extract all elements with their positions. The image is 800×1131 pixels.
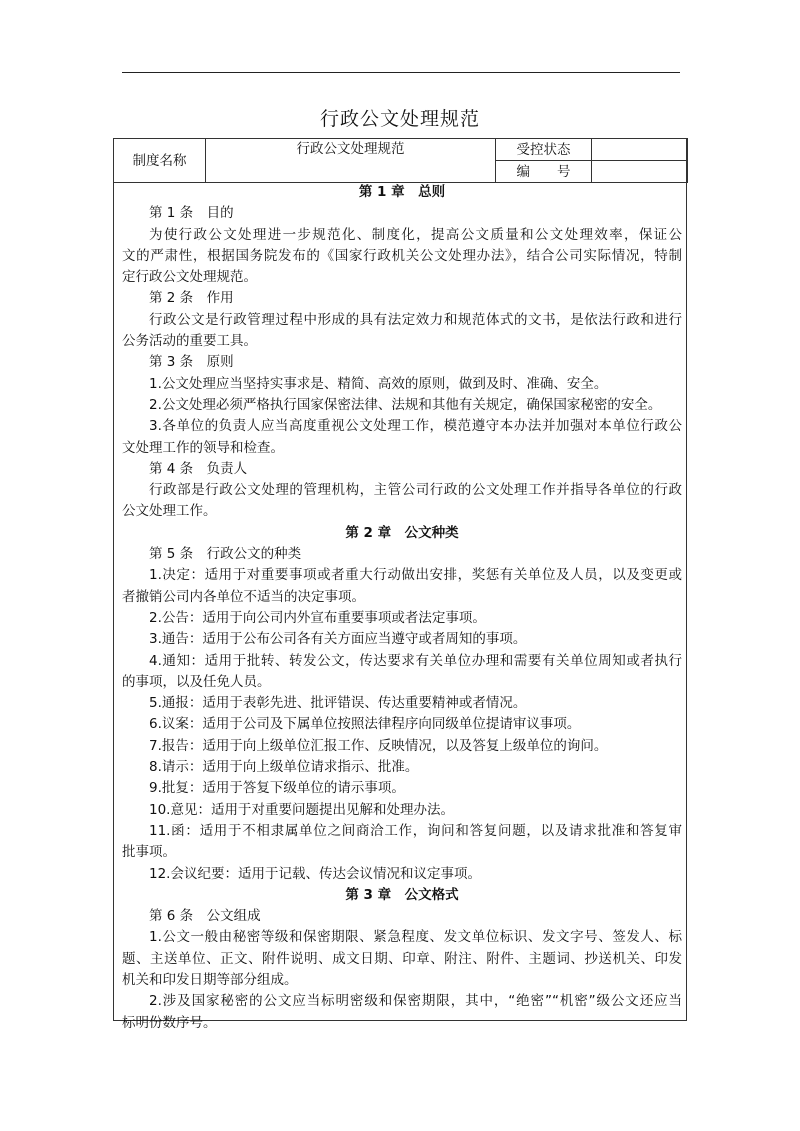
header-row-1 [114,139,688,161]
chapter-heading: 第 1 章 总则 [358,184,446,200]
paragraph-line: 公文处理工作。 [122,503,217,520]
paragraph-line: 文处理工作的领导和检查。 [122,439,284,456]
paragraph-line: 4.通知：适用于批转、转发公文，传达要求有关单位办理和需要有关单位周知或者执行 [149,652,682,669]
paragraph-line: 9.批复：适用于答复下级单位的请示事项。 [149,780,405,797]
paragraph-line: 文的严肃性，根据国务院发布的《国家行政机关公文处理办法》，结合公司实际情况，特制 [122,247,682,264]
number-value [592,161,688,183]
paragraph-line: 的事项，以及任免人员。 [122,673,271,690]
article-heading: 第 3 条 原则 [149,354,234,371]
header-rule [122,72,680,73]
article-heading: 第 6 条 公文组成 [149,908,261,925]
document-body [122,182,682,1034]
paragraph-line: 定行政公文处理规范。 [122,269,257,286]
paragraph-line: 2.涉及国家秘密的公文应当标明密级和保密期限，其中，“绝密”“机密”级公文还应当 [149,993,682,1010]
paragraph-line: 题、主送单位、正文、附件说明、成文日期、印章、附注、附件、主题词、抄送机关、印发 [122,950,682,967]
paragraph-line: 机关和印发日期等部分组成。 [122,971,298,988]
article-heading: 第 1 条 目的 [149,205,234,222]
paragraph-line: 公务活动的重要工具。 [122,333,257,350]
paragraph-line: 11.函：适用于不相隶属单位之间商洽工作，询问和答复问题，以及请求批准和答复审 [149,822,682,839]
paragraph-line: 批事项。 [122,844,176,861]
paragraph-line: 1.决定：适用于对重要事项或者重大行动做出安排，奖惩有关单位及人员，以及变更或 [149,567,682,584]
paragraph-line: 3.各单位的负责人应当高度重视公文处理工作，模范遵守本办法并加强对本单位行政公 [149,418,682,435]
paragraph-line: 3.通告：适用于公布公司各有关方面应当遵守或者周知的事项。 [149,631,527,648]
paragraph-line: 10.意见：适用于对重要问题提出见解和处理办法。 [149,801,454,818]
article-heading: 第 4 条 负责人 [149,460,248,477]
paragraph-line: 行政公文是行政管理过程中形成的具有法定效力和规范体式的文书，是依法行政和进行 [149,311,682,328]
paragraph-line: 8.请示：适用于向上级单位请求指示、批准。 [149,759,419,776]
article-heading: 第 5 条 行政公文的种类 [149,546,302,563]
paragraph-line: 6.议案：适用于公司及下属单位按照法律程序向同级单位提请审议事项。 [149,716,581,733]
paragraph-line: 为使行政公文处理进一步规范化、制度化，提高公文质量和公文处理效率，保证公 [149,226,682,243]
paragraph-line: 者撤销公司内各单位不适当的决定事项。 [122,588,365,605]
status-label: 受控状态 [496,139,592,161]
paragraph-line: 1.公文处理应当坚持实事求是、精简、高效的原则，做到及时、准确、安全。 [149,375,608,392]
paragraph-line: 5.通报：适用于表彰先进、批评错误、传达重要精神或者情况。 [149,695,527,712]
paragraph-line: 1.公文一般由秘密等级和保密期限、紧急程度、发文单位标识、发文字号、签发人、标 [149,929,682,946]
paragraph-line: 标明份数序号。 [122,1014,217,1031]
name-label: 制度名称 [114,139,206,183]
number-label: 编 号 [496,161,592,183]
status-value [592,139,688,161]
paragraph-line: 7.报告：适用于向上级单位汇报工作、反映情况，以及答复上级单位的询问。 [149,737,608,754]
chapter-heading: 第 3 章 公文格式 [345,886,459,903]
document-title: 行政公文处理规范 [319,108,480,130]
paragraph-line: 2.公告：适用于向公司内外宣布重要事项或者法定事项。 [149,609,486,626]
article-heading: 第 2 条 作用 [149,290,234,307]
paragraph-line: 2.公文处理必须严格执行国家保密法律、法规和其他有关规定，确保国家秘密的安全。 [149,396,662,413]
name-value: 行政公文处理规范 [206,139,496,183]
chapter-heading: 第 2 章 公文种类 [345,524,459,541]
paragraph-line: 行政部是行政公文处理的管理机构，主管公司行政的公文处理工作并指导各单位的行政 [149,482,682,499]
header-table [113,138,688,183]
paragraph-line: 12.会议纪要：适用于记载、传达会议情况和议定事项。 [149,865,481,882]
